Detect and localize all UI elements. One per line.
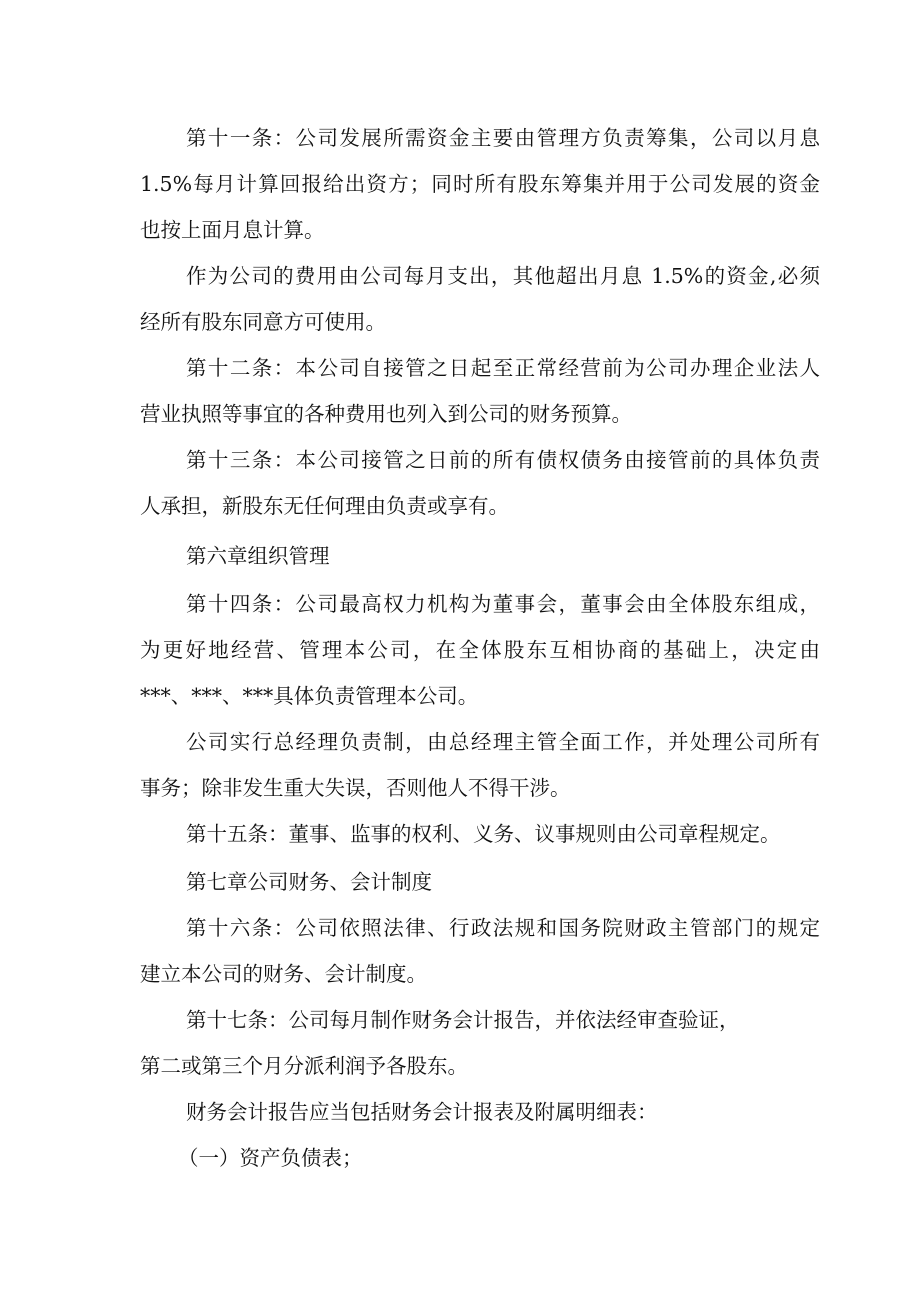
article-11-line-1: 第十一条：公司发展所需资金主要由管理方负责筹集，公司以月息 (186, 126, 820, 150)
article-16-line-1: 第十六条：公司依照法律、行政法规和国务院财政主管部门的规定 (186, 916, 820, 940)
article-13-line-1: 第十三条：本公司接管之日前的所有债权债务由接管前的具体负责 (186, 448, 820, 472)
expense-paragraph-line-1: 作为公司的费用由公司每月支出，其他超出月息 1.5%的资金,必须 (186, 264, 820, 288)
article-15: 第十五条：董事、监事的权利、义务、议事规则由公司章程规定。 (186, 822, 781, 846)
article-12-line-1: 第十二条：本公司自接管之日起至正常经营前为公司办理企业法人 (186, 356, 820, 380)
gm-paragraph-line-1: 公司实行总经理负责制，由总经理主管全面工作，并处理公司所有 (186, 730, 820, 754)
article-11-line-3: 也按上面月息计算。 (140, 218, 325, 242)
article-14-line-2: 为更好地经营、管理本公司，在全体股东互相协商的基础上，决定由 (140, 638, 820, 662)
chapter-6-heading: 第六章组织管理 (186, 544, 330, 568)
article-17-line-1: 第十七条：公司每月制作财务会计报告，并依法经审查验证， (186, 1008, 740, 1032)
expense-paragraph-line-2: 经所有股东同意方可使用。 (140, 310, 386, 334)
gm-paragraph-line-2: 事务；除非发生重大失误，否则他人不得干涉。 (140, 776, 571, 800)
list-item-1: （一）资产负债表； (178, 1146, 363, 1170)
article-16-line-2: 建立本公司的财务、会计制度。 (140, 962, 427, 986)
report-paragraph: 财务会计报告应当包括财务会计报表及附属明细表： (186, 1100, 658, 1124)
article-14-line-1: 第十四条：公司最高权力机构为董事会，董事会由全体股东组成， (186, 592, 820, 616)
article-12-line-2: 营业执照等事宜的各种费用也列入到公司的财务预算。 (140, 402, 632, 426)
article-11-line-2: 1.5%每月计算回报给出资方；同时所有股东筹集并用于公司发展的资金 (140, 172, 820, 196)
chapter-7-heading: 第七章公司财务、会计制度 (186, 870, 432, 894)
article-13-line-2: 人承担，新股东无任何理由负责或享有。 (140, 494, 509, 518)
article-14-line-3: ***、***、***具体负责管理本公司。 (140, 684, 479, 708)
article-17-line-2: 第二或第三个月分派利润予各股东。 (140, 1054, 468, 1078)
